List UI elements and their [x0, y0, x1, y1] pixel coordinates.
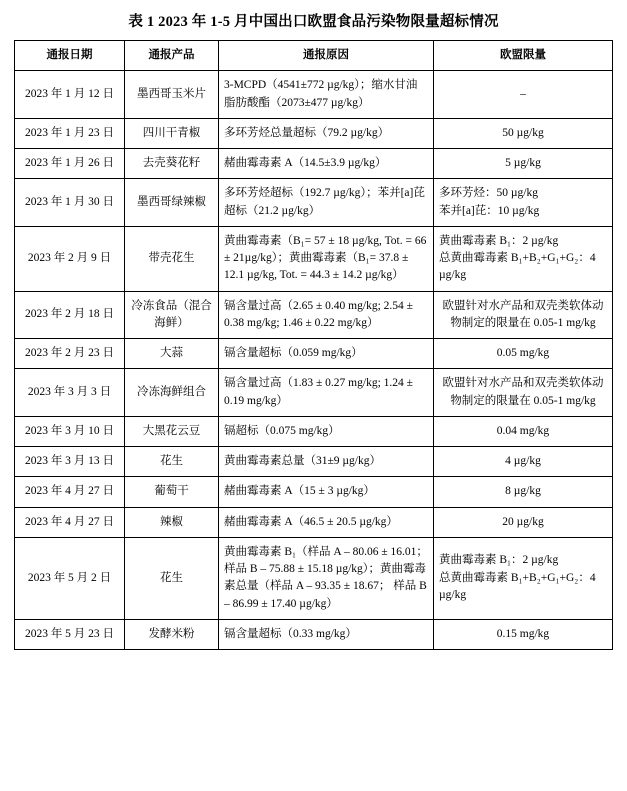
- cell-limit: 5 µg/kg: [434, 149, 613, 179]
- cell-reason: 镉含量过高（1.83 ± 0.27 mg/kg; 1.24 ± 0.19 mg/kg）: [219, 369, 434, 417]
- cell-reason: 黄曲霉毒素（B₁= 57 ± 18 µg/kg, Tot. = 66 ± 21µg/kg）；黄曲霉毒素（B₁= 37.8 ± 12.1 µg/kg, Tot. = 44.3 ± 14.2 µg/kg）: [219, 226, 434, 291]
- cell-product: 辣椒: [125, 507, 219, 537]
- cell-reason: 镉超标（0.075 mg/kg）: [219, 416, 434, 446]
- table-row: [15, 71, 613, 119]
- cell-date: 2023 年 4 月 27 日: [15, 507, 125, 537]
- cell-product: 大蒜: [125, 339, 219, 369]
- table-header-row: [15, 41, 613, 71]
- cell-date: 2023 年 1 月 23 日: [15, 118, 125, 148]
- cell-product: 去壳葵花籽: [125, 149, 219, 179]
- cell-reason: 赭曲霉毒素 A（46.5 ± 20.5 µg/kg）: [219, 507, 434, 537]
- cell-limit: 黄曲霉毒素 B₁：2 µg/kg 总黄曲霉毒素 B₁+B₂+G₁+G₂：4 µg/kg: [434, 537, 613, 619]
- cell-date: 2023 年 3 月 13 日: [15, 447, 125, 477]
- cell-date: 2023 年 5 月 23 日: [15, 619, 125, 649]
- cell-limit: 8 µg/kg: [434, 477, 613, 507]
- cell-product: 冷冻海鲜组合: [125, 369, 219, 417]
- table-body: [15, 71, 613, 650]
- table-row: [15, 619, 613, 649]
- table-row: [15, 226, 613, 291]
- cell-limit: 0.05 mg/kg: [434, 339, 613, 369]
- cell-date: 2023 年 1 月 26 日: [15, 149, 125, 179]
- column-header-date: 通报日期: [15, 41, 125, 71]
- cell-reason: 多环芳烃总量超标（79.2 µg/kg）: [219, 118, 434, 148]
- cell-date: 2023 年 3 月 3 日: [15, 369, 125, 417]
- cell-limit: 4 µg/kg: [434, 447, 613, 477]
- cell-date: 2023 年 3 月 10 日: [15, 416, 125, 446]
- table-row: [15, 477, 613, 507]
- cell-date: 2023 年 2 月 18 日: [15, 291, 125, 339]
- column-header-product: 通报产品: [125, 41, 219, 71]
- column-header-reason: 通报原因: [219, 41, 434, 71]
- table-row: [15, 507, 613, 537]
- table-row: [15, 179, 613, 227]
- cell-product: 花生: [125, 447, 219, 477]
- cell-date: 2023 年 1 月 12 日: [15, 71, 125, 119]
- column-header-limit: 欧盟限量: [434, 41, 613, 71]
- cell-product: 花生: [125, 537, 219, 619]
- table-row: [15, 149, 613, 179]
- cell-limit: 0.04 mg/kg: [434, 416, 613, 446]
- cell-reason: 黄曲霉毒素总量（31±9 µg/kg）: [219, 447, 434, 477]
- cell-reason: 赭曲霉毒素 A（14.5±3.9 µg/kg）: [219, 149, 434, 179]
- table-row: [15, 537, 613, 619]
- cell-reason: 黄曲霉毒素 B₁（样品 A – 80.06 ± 16.01；样品 B – 75.88 ± 15.18 µg/kg）；黄曲霉毒素总量（样品 A – 93.35 ± 18.67； 样品 B – 86.99 ± 17.40 µg/kg）: [219, 537, 434, 619]
- table-row: [15, 369, 613, 417]
- cell-date: 2023 年 1 月 30 日: [15, 179, 125, 227]
- cell-limit: 20 µg/kg: [434, 507, 613, 537]
- cell-reason: 多环芳烃超标（192.7 µg/kg）；苯并[a]芘超标（21.2 µg/kg）: [219, 179, 434, 227]
- cell-reason: 镉含量超标（0.33 mg/kg）: [219, 619, 434, 649]
- cell-reason: 镉含量过高（2.65 ± 0.40 mg/kg; 2.54 ± 0.38 mg/kg; 1.46 ± 0.22 mg/kg）: [219, 291, 434, 339]
- table-row: [15, 339, 613, 369]
- cell-product: 带壳花生: [125, 226, 219, 291]
- page-title: 表 1 2023 年 1-5 月中国出口欧盟食品污染物限量超标情况: [128, 14, 499, 30]
- cell-date: 2023 年 4 月 27 日: [15, 477, 125, 507]
- cell-date: 2023 年 5 月 2 日: [15, 537, 125, 619]
- cell-product: 冷冻食品（混合海鲜）: [125, 291, 219, 339]
- cell-reason: 镉含量超标（0.059 mg/kg）: [219, 339, 434, 369]
- cell-limit: 多环芳烃：50 µg/kg 苯并[a]芘：10 µg/kg: [434, 179, 613, 227]
- cell-limit: 欧盟针对水产品和双壳类软体动物制定的限量在 0.05-1 mg/kg: [434, 291, 613, 339]
- cell-product: 葡萄干: [125, 477, 219, 507]
- table-row: [15, 416, 613, 446]
- cell-product: 大黑花云豆: [125, 416, 219, 446]
- cell-product: 墨西哥绿辣椒: [125, 179, 219, 227]
- contaminant-report-table: [14, 40, 613, 650]
- cell-limit: 0.15 mg/kg: [434, 619, 613, 649]
- cell-date: 2023 年 2 月 9 日: [15, 226, 125, 291]
- cell-reason: 3-MCPD（4541±772 µg/kg）；缩水甘油脂肪酸酯（2073±477 µg/kg）: [219, 71, 434, 119]
- cell-limit: 黄曲霉毒素 B₁：2 µg/kg 总黄曲霉毒素 B₁+B₂+G₁+G₂：4 µg/kg: [434, 226, 613, 291]
- table-head: [15, 41, 613, 71]
- cell-limit: 欧盟针对水产品和双壳类软体动物制定的限量在 0.05-1 mg/kg: [434, 369, 613, 417]
- table-row: [15, 291, 613, 339]
- table-row: [15, 118, 613, 148]
- cell-product: 墨西哥玉米片: [125, 71, 219, 119]
- cell-product: 四川干青椒: [125, 118, 219, 148]
- cell-date: 2023 年 2 月 23 日: [15, 339, 125, 369]
- cell-product: 发酵米粉: [125, 619, 219, 649]
- cell-limit: –: [434, 71, 613, 119]
- table-row: [15, 447, 613, 477]
- cell-reason: 赭曲霉毒素 A（15 ± 3 µg/kg）: [219, 477, 434, 507]
- cell-limit: 50 µg/kg: [434, 118, 613, 148]
